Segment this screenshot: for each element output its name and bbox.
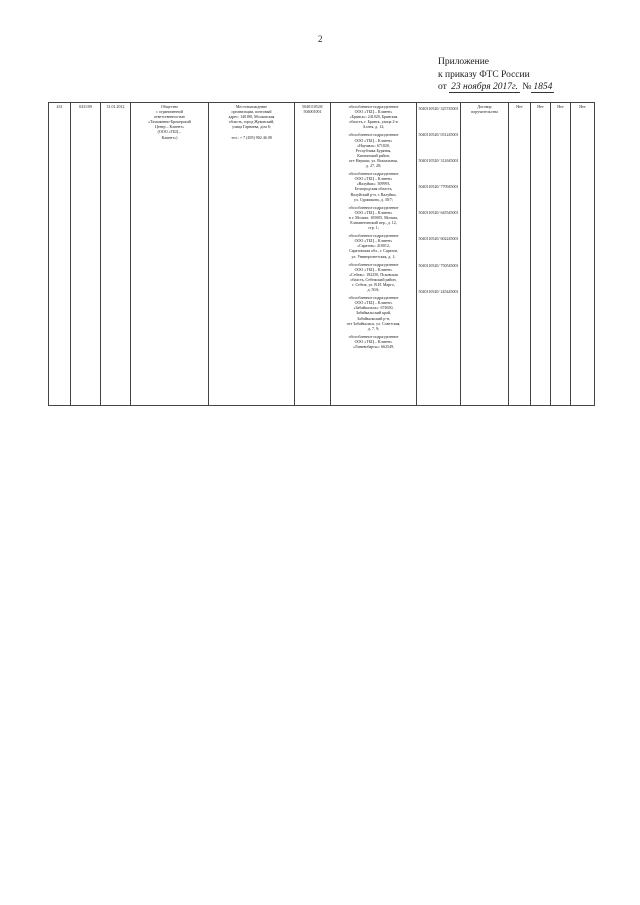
- col-no: Нет: [551, 103, 571, 406]
- registration-date: 31.01.2012: [101, 103, 131, 406]
- contract-line: Договор: [477, 104, 492, 109]
- branches: [331, 103, 417, 406]
- branch-line: область, г. Брянск, улица 2-я: [349, 119, 398, 125]
- org-line: ответственностью: [153, 114, 185, 120]
- number-prefix: №: [522, 82, 532, 92]
- branch-code: 5040110520/ 245445001: [418, 288, 459, 294]
- branch-line: ул. Университетская, д. 1;: [351, 253, 396, 259]
- order-date: 23 ноября 2017г.: [451, 82, 518, 92]
- location-line: Местонахождение: [235, 104, 268, 109]
- branch-line: область, Себежский район,: [350, 276, 397, 282]
- branch-line: ООО «ТБЦ – Клиент»: [354, 109, 393, 115]
- contract-line: поручительства: [471, 109, 498, 115]
- branch-line: обособленное подразделение: [348, 333, 399, 339]
- branch-line: в г. Москва: 105005, Москва,: [349, 214, 398, 220]
- location-line: улица Гарнаева, дом 6;: [232, 124, 271, 130]
- org-line: с ограниченной: [156, 109, 183, 115]
- branch-entry: [332, 132, 415, 168]
- branch-line: обособленное подразделение: [348, 233, 399, 239]
- registration-number: 0431/09: [71, 103, 101, 406]
- kpp: 504001001: [303, 109, 322, 115]
- branch-entry: [332, 295, 415, 331]
- page-number: 2: [318, 34, 323, 44]
- branch-line: д. 50А;: [367, 287, 380, 293]
- branch-line: Кяхтинский район,: [357, 152, 390, 158]
- branch-line: обособленное подразделение: [348, 132, 399, 138]
- branch-line: ООО «ТБЦ – Клиент»: [354, 338, 393, 344]
- branch-line: Забайкальский край,: [355, 310, 392, 316]
- branch-entry: [332, 262, 415, 293]
- branch-code: 5040110520/ 602245001: [418, 236, 459, 242]
- branch-code: 5040110520/ 750545001: [418, 262, 459, 268]
- col-no: Нет: [531, 103, 551, 406]
- branch-line: «Валуйки»: 309993,: [356, 181, 391, 187]
- branch-line: «Забайкальск»: 674650,: [353, 305, 394, 311]
- branch-code: 5040110520/ 645545001: [418, 210, 459, 216]
- organization-location: [209, 103, 295, 406]
- location-line: организации, почтовый: [231, 109, 272, 115]
- location-phone: тел.: + 7 (495) 902 46 08: [231, 134, 272, 140]
- branch-line: «Брянск»: 241020, Брянская: [349, 114, 398, 120]
- org-line: «Таможенно-Брокерский: [148, 119, 191, 125]
- branch-line: Елизаветинский пер., д. 12,: [350, 219, 397, 225]
- branch-code: 5040110520/ 770945001: [418, 184, 459, 190]
- inn: 5040110520/: [302, 104, 323, 109]
- branch-line: «Саратов»: 410012,: [357, 243, 390, 249]
- branch-entry: [332, 171, 415, 202]
- row-number: 431: [49, 103, 71, 406]
- col-no: Нет: [509, 103, 531, 406]
- branch-line: Белгородская область,: [354, 186, 393, 192]
- branch-line: «Наушки»: 671820,: [357, 142, 390, 148]
- organization-name: [131, 103, 209, 406]
- branch-line: «Себеж»: 182250, Псковская: [349, 271, 398, 277]
- branch-line: пгт Забайкальск, ул. Советская,: [346, 320, 401, 326]
- branch-line: Валуйский р-н, г. Валуйки,: [350, 191, 397, 197]
- org-line: Общество: [160, 104, 179, 109]
- branch-line: обособленное подразделение: [348, 261, 399, 267]
- branch-line: пгт Наушки, ул. Вокзальная,: [349, 157, 398, 163]
- appendix-header: [438, 56, 554, 94]
- branch-line: д. 27, 28;: [365, 163, 382, 169]
- branch-line: обособленное подразделение: [348, 204, 399, 210]
- location-line: область, город Жуковский,: [228, 119, 275, 125]
- branch-codes: [417, 103, 461, 406]
- branch-line: «Линевобарск»: 662549,: [352, 344, 395, 350]
- date-prefix: от: [438, 82, 447, 92]
- org-line: Центр – Клиент»: [154, 124, 185, 130]
- branch-line: Аллея, д. 12;: [362, 124, 385, 130]
- branch-code: 5040110520/ 031245001: [418, 132, 459, 138]
- org-line: (ООО «ТБЦ –: [157, 129, 182, 135]
- branch-line: обособленное подразделение: [348, 295, 399, 301]
- inn-kpp: [295, 103, 331, 406]
- branch-entry: [332, 104, 415, 129]
- branch-entry: [332, 205, 415, 230]
- branch-line: ООО «ТБЦ – Клиент»: [354, 137, 393, 143]
- branch-line: ООО «ТБЦ – Клиент»: [354, 176, 393, 182]
- branch-line: Республика Бурятия,: [355, 147, 392, 153]
- branch-line: ул. Суржикова, д. 30/7;: [354, 196, 393, 202]
- table-row: [49, 103, 595, 406]
- appendix-order-ref: к приказу ФТС России: [438, 69, 530, 80]
- branch-code: 5040110520/ 312645001: [418, 158, 459, 164]
- branch-line: ООО «ТБЦ – Клиент»: [354, 300, 393, 306]
- col-no: Нет: [571, 103, 595, 406]
- location-line: адрес: 140180, Московская: [228, 114, 275, 120]
- branch-entry: [332, 334, 415, 349]
- branch-code: 5040110520/ 325745001: [418, 106, 459, 111]
- branch-line: ООО «ТБЦ – Клиент»: [354, 266, 393, 272]
- branch-line: ООО «ТБЦ – Клиент»: [354, 238, 393, 244]
- branch-line: ООО «ТБЦ – Клиент»: [354, 209, 393, 215]
- branch-line: Забайкальский р-н,: [357, 315, 390, 321]
- branch-line: д. 7, 9;: [367, 325, 380, 331]
- branch-line: обособленное подразделение: [348, 104, 399, 109]
- appendix-title: Приложение: [438, 57, 489, 67]
- registry-table: [48, 102, 595, 406]
- appendix-date-line: [438, 81, 554, 94]
- contract-type: [461, 103, 509, 406]
- branch-entry: [332, 233, 415, 258]
- branch-line: обособленное подразделение: [348, 171, 399, 177]
- org-line: Клиент»): [161, 134, 178, 140]
- branch-line: Саратовская обл., г. Саратов,: [349, 248, 398, 254]
- branch-line: стр. 1;: [368, 225, 379, 231]
- order-number: 1854: [533, 82, 553, 92]
- branch-line: г. Себеж, ул. В.И. Марго,: [352, 282, 395, 287]
